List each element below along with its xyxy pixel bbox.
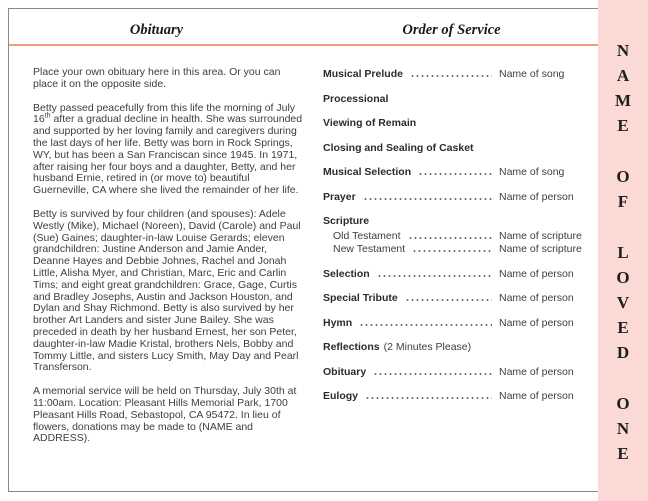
order-subitem-label: Old Testament	[333, 230, 401, 242]
name-of-loved-one-banner	[598, 0, 648, 501]
obituary-placeholder-paragraph: Place your own obituary here in this area. Or you can place it on the opposite side.	[33, 66, 281, 90]
dotted-leader	[373, 372, 492, 376]
order-item-value: Name of song	[499, 166, 565, 178]
ordinal-superscript: th	[44, 112, 51, 120]
banner-word-one: ONE	[613, 394, 633, 469]
order-item-eulogy	[323, 390, 583, 402]
dotted-leader	[363, 197, 492, 201]
obituary-section-title: Obituary	[129, 22, 184, 38]
order-subitem-old-testament	[333, 230, 583, 242]
obituary-paragraph-service-info: A memorial service will be held on Thursday, July 30th at 11:00am. Location: Pleasant Hills Memorial Park, 1700 Pleasant Hills Road, Sebastopol, CA 95472. In lieu of flowers, donations may be made to (NAME and ADDRESS).	[33, 385, 297, 445]
dotted-leader	[410, 74, 492, 78]
order-of-service-column	[315, 46, 599, 415]
dotted-leader	[408, 236, 492, 240]
order-item-value: Name of song	[499, 68, 565, 80]
order-item-special-tribute	[323, 292, 583, 304]
obituary-column	[9, 46, 315, 457]
dotted-leader	[405, 298, 492, 302]
order-item-value: Name of person	[499, 267, 574, 280]
order-item-value: Name of person	[499, 292, 574, 304]
obituary-paragraph-life-post: after a gradual decline in health. She was surrounded and supported by her loving family and caregivers during the last days of her life. Betty was born in Rock Springs, WY, but has been a San Franciscan since 1945. In 1971, after raising her four boys and a daughter, Betty, and her husband Ernie, retired in (or move to) beautiful Guerneville, CA where she lived the remainder of her life.	[33, 113, 303, 197]
order-item-obituary	[323, 366, 583, 378]
order-subitem-label: New Testament	[333, 243, 406, 255]
order-item-label: Musical Selection	[323, 166, 412, 178]
order-item-musical-selection	[323, 166, 583, 178]
obituary-paragraph-life	[33, 103, 305, 197]
order-subitem-new-testament	[333, 243, 583, 255]
section-header-row	[9, 9, 599, 46]
two-column-layout	[9, 46, 599, 457]
order-item-musical-prelude	[323, 68, 583, 80]
order-item-label: Musical Prelude	[323, 68, 403, 80]
order-item-viewing-of-remain	[323, 117, 583, 129]
order-item-hymn	[323, 317, 583, 329]
order-item-label: Obituary	[323, 365, 367, 378]
order-item-scripture	[323, 215, 583, 227]
banner-word-name: NAME	[613, 41, 633, 141]
order-item-value: Name of person	[499, 365, 574, 378]
order-item-value: Name of person	[499, 316, 574, 329]
order-item-note: (2 Minutes Please)	[383, 341, 472, 353]
program-content	[9, 9, 599, 491]
order-item-scripture-group	[323, 215, 583, 255]
order-item-reflections	[323, 341, 583, 353]
order-item-prayer	[323, 191, 583, 203]
banner-word-loved: LOVED	[613, 243, 633, 368]
dotted-leader	[412, 249, 492, 253]
order-item-label: Processional	[323, 92, 389, 105]
order-item-label: Viewing of Remain	[323, 117, 417, 129]
order-item-processional	[323, 93, 583, 105]
order-subitem-value: Name of scripture	[499, 243, 582, 255]
order-item-label: Prayer	[323, 190, 356, 203]
order-item-label: Selection	[323, 267, 370, 280]
order-item-selection	[323, 268, 583, 280]
order-subitem-value: Name of scripture	[499, 230, 582, 242]
dotted-leader	[377, 274, 492, 278]
banner-word-of: OF	[613, 167, 633, 217]
order-item-closing-casket	[323, 142, 583, 154]
order-item-label: Eulogy	[323, 390, 359, 402]
order-item-label: Hymn	[323, 316, 353, 329]
dotted-leader	[365, 396, 492, 400]
program-sheet-border	[8, 8, 639, 492]
order-item-label: Closing and Sealing of Casket	[323, 141, 474, 154]
dotted-leader	[418, 172, 492, 176]
dotted-leader	[359, 323, 492, 327]
order-item-value: Name of person	[499, 390, 574, 402]
order-of-service-section-title: Order of Service	[402, 22, 501, 38]
obituary-paragraph-life-pre: Betty passed peacefully from this life the morning of July 16	[33, 101, 296, 126]
order-item-label: Reflections	[323, 341, 380, 353]
order-item-label: Scripture	[323, 215, 370, 227]
obituary-paragraph-survivors: Betty is survived by four children (and spouses): Adele Westly (Mike), Michael (Noreen), David (Carole) and Paul (Sue) Gaines; daughter-in-law Louise Gerards; eleven grandchildren: Justine Anderson and Jamie Ander, Deanne Hayes and Debbie Johnes, Rachel and Jonah Little, Alisha Myer, and Christian, Marc, Eric and Carlin Tims; and eight great grandchildren: Grace, Gage, Curtis and Bradley Josephs, Austin and Jackson Houston, and Dylan and Shay Richmond. Betty is also survived by her brother Art Landers and sister June Bailey. She was preceded in death by her husband Ernest, her son Peter, daughter-in-law Madie Kristal, brothers Nels, Bobby and Tommy Little, and sisters Lucy Smith, May Day and Pearl Transferson.	[33, 207, 301, 374]
order-item-label: Special Tribute	[323, 292, 398, 304]
order-item-value: Name of person	[499, 190, 574, 203]
